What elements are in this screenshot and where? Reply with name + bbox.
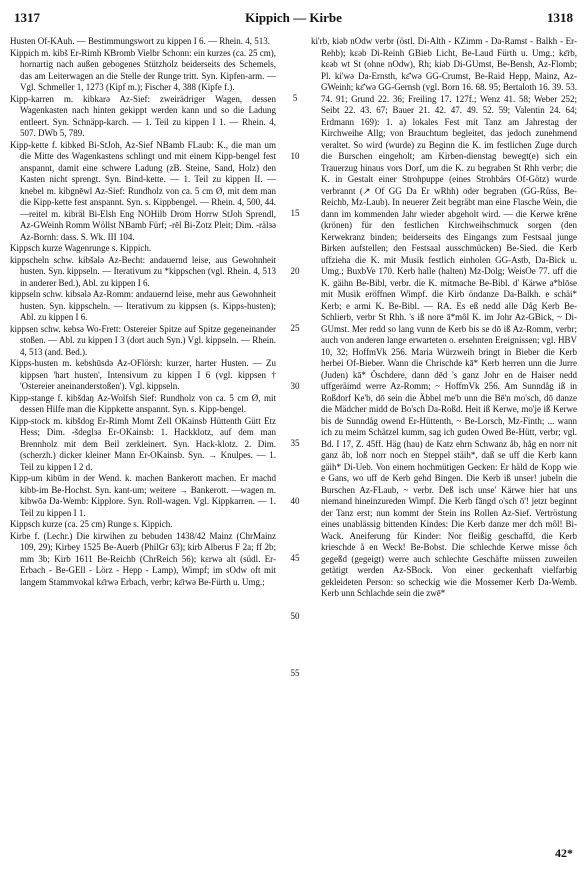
line-number: 15 xyxy=(290,208,300,218)
page-header xyxy=(0,6,587,28)
line-number: 5 xyxy=(292,93,298,103)
dictionary-entry: kippseln schw. kibsələ Az-Romm: andauernd leise, mehr aus Gewohnheit husten. Syn. kippscheln. — Iterativum zu kippsen (s. Kipps-husten); Abl. zu kippen I 6. xyxy=(10,289,276,322)
left-page-number: 1317 xyxy=(14,10,40,25)
line-number: 45 xyxy=(290,553,300,563)
dictionary-entry: Kipp-stock m. kibšdog Er-Rimh Momt Zell OKainsb Hüttenth Gütt Etz Hess; Dim. -šdeglзə Er-OKainsb: 1. Hackklotz, auf dem man Brennholz mit dem Beil zerkleinert. Syn. Hack-klotz. 2. Dim. (scherzh.) dicker kleiner Mann Er-OKainsb. Syn. → Knulpes. — 1. Teil zu kippen I 2 d. xyxy=(10,415,276,472)
dictionary-entry: kippscheln schw. kibšələ Az-Becht: andauernd leise, aus Gewohnheit husten. Syn. kippseln. — Iterativum zu *kippschen (vgl. Rhein. 4, 513 in anderer Bed.), Abl. zu kippen I 6. xyxy=(10,254,276,288)
dictionary-entry: Kipp-um kibūm in der Wend. k. machen Bankerott machen. Er machd kibb-im Be-Hochst. Syn. kant-um; weitere → Bankerott. —wagen m. kibwōə Da-Wemb: Kipplore. Syn. Roll-wagen. Vgl. Kippkarren. — 1. Teil zu kippen I 1. xyxy=(10,473,276,518)
dictionary-entry: Kippsch kurze (ca. 25 cm) Runge s. Kippich. xyxy=(10,519,173,529)
line-number-gutter xyxy=(285,36,305,836)
line-number: 50 xyxy=(290,610,300,621)
dictionary-entry: Husten Of-KAuh. — Bestimmungswort zu kippen I 6. — Rhein. 4, 513. xyxy=(10,36,270,46)
dictionary-entry: ki'rb, kiəb nOdw verbr (östl. Di-Alth - KZimm - Da-Ramst - Balkh - Er-Rehb); kɛəb Di-Reinh GBieb Licht, Be-Laud Fürth u. Umg.; kɛ̄rb, kɛəb wt St (ohne nOdw), Rh; kiəb Di-GUmst, Be-Bensh, Az-Flomb; Pl. ki'wə Da-Ernsth, kɛ̄'wə GG-Crumst, Be-Raid Hepp, Mainz, Az-GWeinh; kɛ̄'wə GG-Gernsh (vgl. Born 16. 68. 95; Bertaloth 16. 39. 53. 74. 91; Grund 22. 36; Freiling 17. 127f.; Wenz 41. 58; Weber 252; Seibt 22. 43. 67; Bauer 21. 42. 47. 49. 52. 59; Valentin 24. 64; Erdmann 169): 1. a) lokales Fest mit Tanz am Jahrestag der Kirchweihe Allg; von Brauchtum begleitet, das jedoch zunehmend veraltet. So wird (wurde) zu Beginn die K. im festlichen Zuge durch die Burschen eingeholt; am Kirben-dienstag bewegt(e) sich ein Trauerzug hinaus vors Dorf, um die K. zu begraben St Rhh verbr; die K. in Gestalt einer Strohpuppe (eines Strohbärs Of-Götz) wurde verbrannt (↗ Of GG Da Er wRhh) oder begraben (GG-Rüss, Be-Reichb, Mz-Laub). In neuerer Zeit begräbt man eine Flasche Wein, die dann im kommenden Jahr wieder abgeholt wird. — die Kerwe krēne (krönen) für den festlichen Kirchweihschmuck sorgen (den Kerwekranz binden; beiderseits des Eingangs zum Festsaal junge Birken aufstellen; den Festsaal ausschmücken) Be-Sied. die Kerb uffzieha die K. mit Musik festlich einholen GG-Astb, Da-Bick u. Umg.; BuxbVe 170. Kerb halle (halten) Mz-Dolg; WeisOe 77. uff die K. gäihn Be-Bibl, verbr. die K. mitmache Be-Bibl. d' Kärwe a*blōse mit Musik eröffnen Wimpf. die Kirb öndanze Da-Balkh. e schäi* Kerb; e armi K. Be-Bibl. — RA. Es eß nedd alle Dåg Kerb Be-Schlierb, verbr St Rhh. 's iß nore ā*môl K. im Johr Az-GBick, ~ Di-GUmst. Mer redd so lang vunn de Kerb bis se dō iß Az-Romm, verbr; auch von anderen lange erwarteten o. ersehnten Ereignissen; vgl. HBV 10, 32; HoffmVk 256. Maria Würzweih bringt in Bieber die Kerb herbei Of-Bieber. Wann die Chrischde kā* Kerb herren unn die Jurre (Juden) kā* Öschdere, dann dēd 's ganz Johr en de Haiser nedd uffgeräimd werre Az-Romm; ~ HoffmVk 256. Am Sunndåg iß in Roßdorf Ke'b, dō sein die Äbbel me'b unn die Bē'n mo'sch, dō danze die Mädcher midd de Bo'sch Da-Roßd. Heit iß Kerwe, mo'je iß Kerwe bis de Sunndåg owend Er-Hüttenth, ~ Be-Lorsch, Mz-Finth; ... wann ich zu meim Schätzel kumm, sag ich guden Owed Be-Hütt, verbr; vgl. Bd. I 17, Z. 45ff. Häg (hau) de Katz ehrn Schwanz åb, håg en norr nit ganz åb, loß norr noch en Steppel stäih*, daß se uff die Kerb kann gäih* Di-Ueb. Von einem hochmütigen Gecken: Er häld de Kopp wie e Gans, wo uff de Kerb gehd Bingen. Die Kerb iß unser! jubeln die Burschen Az-FLaub, ~ verbr. Deß isch unse' Kärwe hier hat uns niemand hineinzureden Wimpf. Die Kerb fāngd o'sch ō'! jetzt beginnt der Tanz erst; nun kommt der Stein ins Rollen Az-Sief. Vertröstung eines unablässig bittenden Kindes: Die Kerb danze mer dch môl! Bi-Wack. Aneiferung für Kinder: Nor fleißig geschaffd, die Kerb krieschde å en Weck! Be-Bobst. Die schlechde Kerwe misse ôch gegeßd (gegeigt) werre auch schlechte Geschäfte müssen zuweilen getätigt werden Az-SBock. Von einer geckenhaft vielfarbig gekleideten Person: so scheckig wie die Mossemer Kerb Da-Wemb. Kerb unn Schlachde sein die zwē* xyxy=(311,36,577,598)
dictionary-entry: Kipp-stange f. kibšdaŋ Az-Wolfsh Sief: Rundholz von ca. 5 cm Ø, mit dessen Hilfe man die Kippkette anspannt. Syn. s. Kipp-bengel. xyxy=(10,392,276,414)
dictionary-entry: Kipp-kette f. kibked Bi-StJoh, Az-Sief NBamb FLaub: K., die man um die Mitte des Wagenkastens schlingt und mit einem Kipp-bengel fest anspannt, damit eine schwere Ladung (zB. Steine, Sand, Holz) den Kasten nicht sprengt. Syn. Bind-kette. — 1. Teil zu kippen II. —knebel m. kibgnēwl Az-Sief: Rundholz von ca. 5 cm Ø, mit dem man die Kipp-kette fest anspannt. Syn. s. Kippbengel. — Rhein. 4, 500, 44. —reitel m. kibräl Bi-Elsh Eng NOHilb Drom Horrw StJoh Sprendl, Az-GWeinh Romm Wöllst NBamb Fürf; -rēl Bi-Zotz Pleit; Dim. -rälзə Az-Bornh: dass. S. Wk. III 104. xyxy=(10,139,276,242)
line-number: 30 xyxy=(290,380,300,391)
dictionary-entry: Kippich m. kibš Er-Rimh KBromb Vielbr Schonn: ein kurzes (ca. 25 cm), hornartig nach außen gebogenes Stützholz beiderseits des Schemels, das am Leiterwagen an die Stelle der Runge tritt. Syn. Kipfen-arm. — Vgl. Schmeller 1, 1273 (Kipf m.); Fischer 4, 388 (Kipfe f.). xyxy=(10,47,276,92)
dictionary-entry: Kipps-husten m. kebshūsdə Az-OFlörsh: kurzer, harter Husten. — Zu kippsen 'hart husten', Intensivum zu kippen I 6 (vgl. kippsen † 'Ostereier aneinanderstoßen'). Vgl. kippseln. xyxy=(10,358,276,391)
left-column xyxy=(10,36,276,588)
line-number: 55 xyxy=(290,668,300,678)
right-column xyxy=(311,36,577,600)
line-number: 20 xyxy=(290,265,300,276)
running-title: Kippich — Kirbe xyxy=(245,10,342,25)
line-number: 40 xyxy=(290,495,300,506)
line-number: 25 xyxy=(290,323,300,333)
dictionary-entry: Kippsch kurze Wagenrunge s. Kippich. xyxy=(10,243,152,253)
line-number: 10 xyxy=(290,150,300,161)
dictionary-entry: kippsen schw. kebsə Wo-Frett: Ostereier Spitze auf Spitze gegeneinander stoßen. — Abl. zu kippen I 3 (dort auch Syn.) Vgl. kippseln. — Rhein. 4, 513 (and. Bed.). xyxy=(10,323,276,357)
right-page-number: 1318 xyxy=(547,10,573,25)
dictionary-entry: Kipp-karren m. kibkarə Az-Sief: zweirädriger Wagen, dessen Wagenkasten nach hinten gekippt werden kann und so die Ladung entleert. Syn. Schnäpp-karch. — 1. Teil zu kippen I 1. — Rhein. 4, 507. DWb 5, 789. xyxy=(10,93,276,138)
line-number: 35 xyxy=(290,438,300,448)
signature-mark: 42* xyxy=(555,846,573,860)
dictionary-entry: Kirbe f. (Lechr.) Die kirwihen zu bebuden 1438/42 Mainz (ChrMainz 109, 29); Kirbey 1525 Be-Auerb (PhilGr 63); kirb Alberus F 2a; ff 2b; mm 3b; Kirb 1611 Be-Reichb (ChrReich 56); kɛrwə alt (südl. Er-Erbach - Be-GEll - Lörz - Hepp - Lamp), Wimpf; im sOdw oft mit langem Stammvokal kɛ̄rwə Erbach, verbr; kɛ̄rwə Be-Fürth u. Umg.; xyxy=(10,530,276,587)
